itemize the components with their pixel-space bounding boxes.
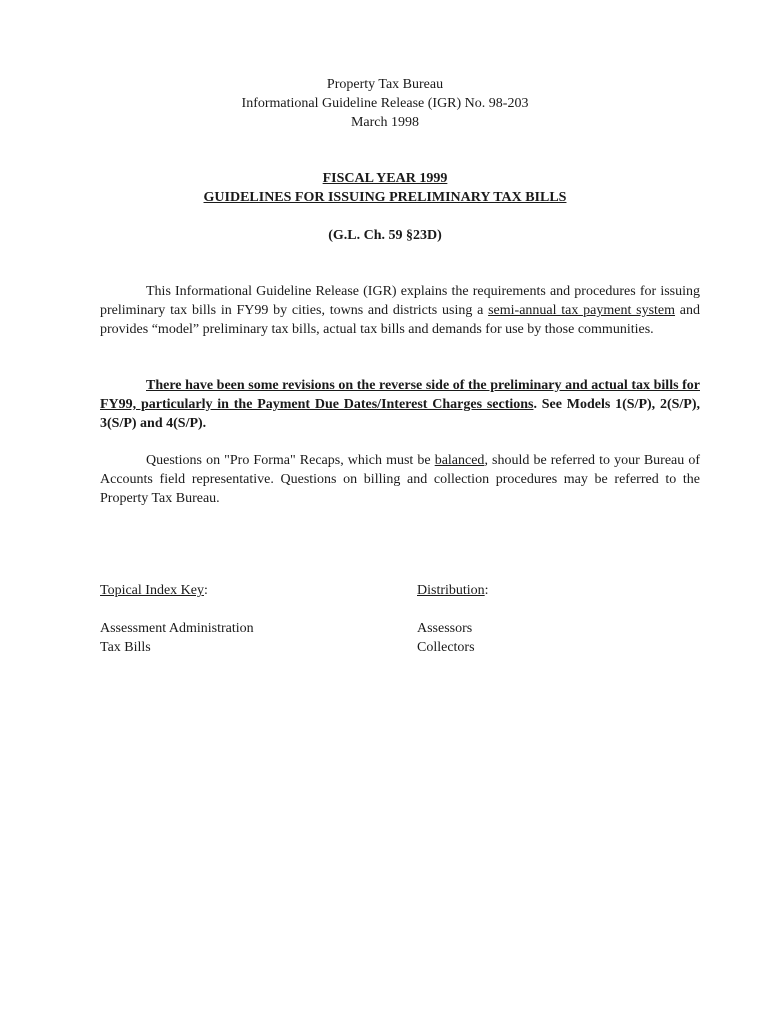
intro-text-2: and provides “model” preliminary tax bills, actual tax bills and demands for use by those communities. (100, 303, 700, 337)
topical-index-heading: Topical Index Key: (100, 583, 208, 598)
release-date: March 1998 (350, 115, 420, 130)
topical-index-section (100, 581, 254, 657)
distribution-section (417, 581, 489, 657)
statute-citation: (G.L. Ch. 59 §23D) (328, 228, 442, 243)
questions-text-2: , should be referred to your Bureau of Accounts field representative. Questions on billing and collection procedures may be referred to the Property Tax Bureau. (100, 453, 701, 506)
distribution-item: Assessors (417, 621, 473, 636)
agency-name: Property Tax Bureau (326, 77, 444, 92)
revisions-models: . See Models 1(S/P), 2(S/P), 3(S/P) and 4(S/P). (100, 397, 700, 431)
questions-text-1: Questions on "Pro Forma" Recaps, which must be (146, 453, 435, 468)
semi-annual-link: semi-annual tax payment system (488, 303, 676, 318)
document-title (0, 169, 770, 207)
revisions-paragraph (100, 376, 700, 433)
questions-paragraph (100, 451, 700, 508)
document-header (0, 75, 770, 132)
title-guidelines: GUIDELINES FOR ISSUING PRELIMINARY TAX BILLS (203, 190, 567, 205)
release-number: Informational Guideline Release (IGR) No. 98-203 (241, 96, 529, 111)
topical-index-item: Tax Bills (100, 640, 151, 655)
topical-index-item: Assessment Administration (100, 621, 254, 636)
intro-text-1: This Informational Guideline Release (IGR) explains the requirements and procedures for issuing preliminary tax bills in FY99 by cities, towns and districts using a (100, 284, 700, 318)
balanced-link: balanced (434, 453, 485, 468)
distribution-item: Collectors (417, 640, 475, 655)
title-fiscal-year: FISCAL YEAR 1999 (322, 171, 448, 186)
distribution-heading: Distribution: (417, 583, 489, 598)
intro-paragraph (100, 282, 700, 339)
revisions-notice: There have been some revisions on the reverse side of the preliminary and actual tax bills for FY99, particularly in the Payment Due Dates/Interest Charges sections (100, 378, 700, 412)
